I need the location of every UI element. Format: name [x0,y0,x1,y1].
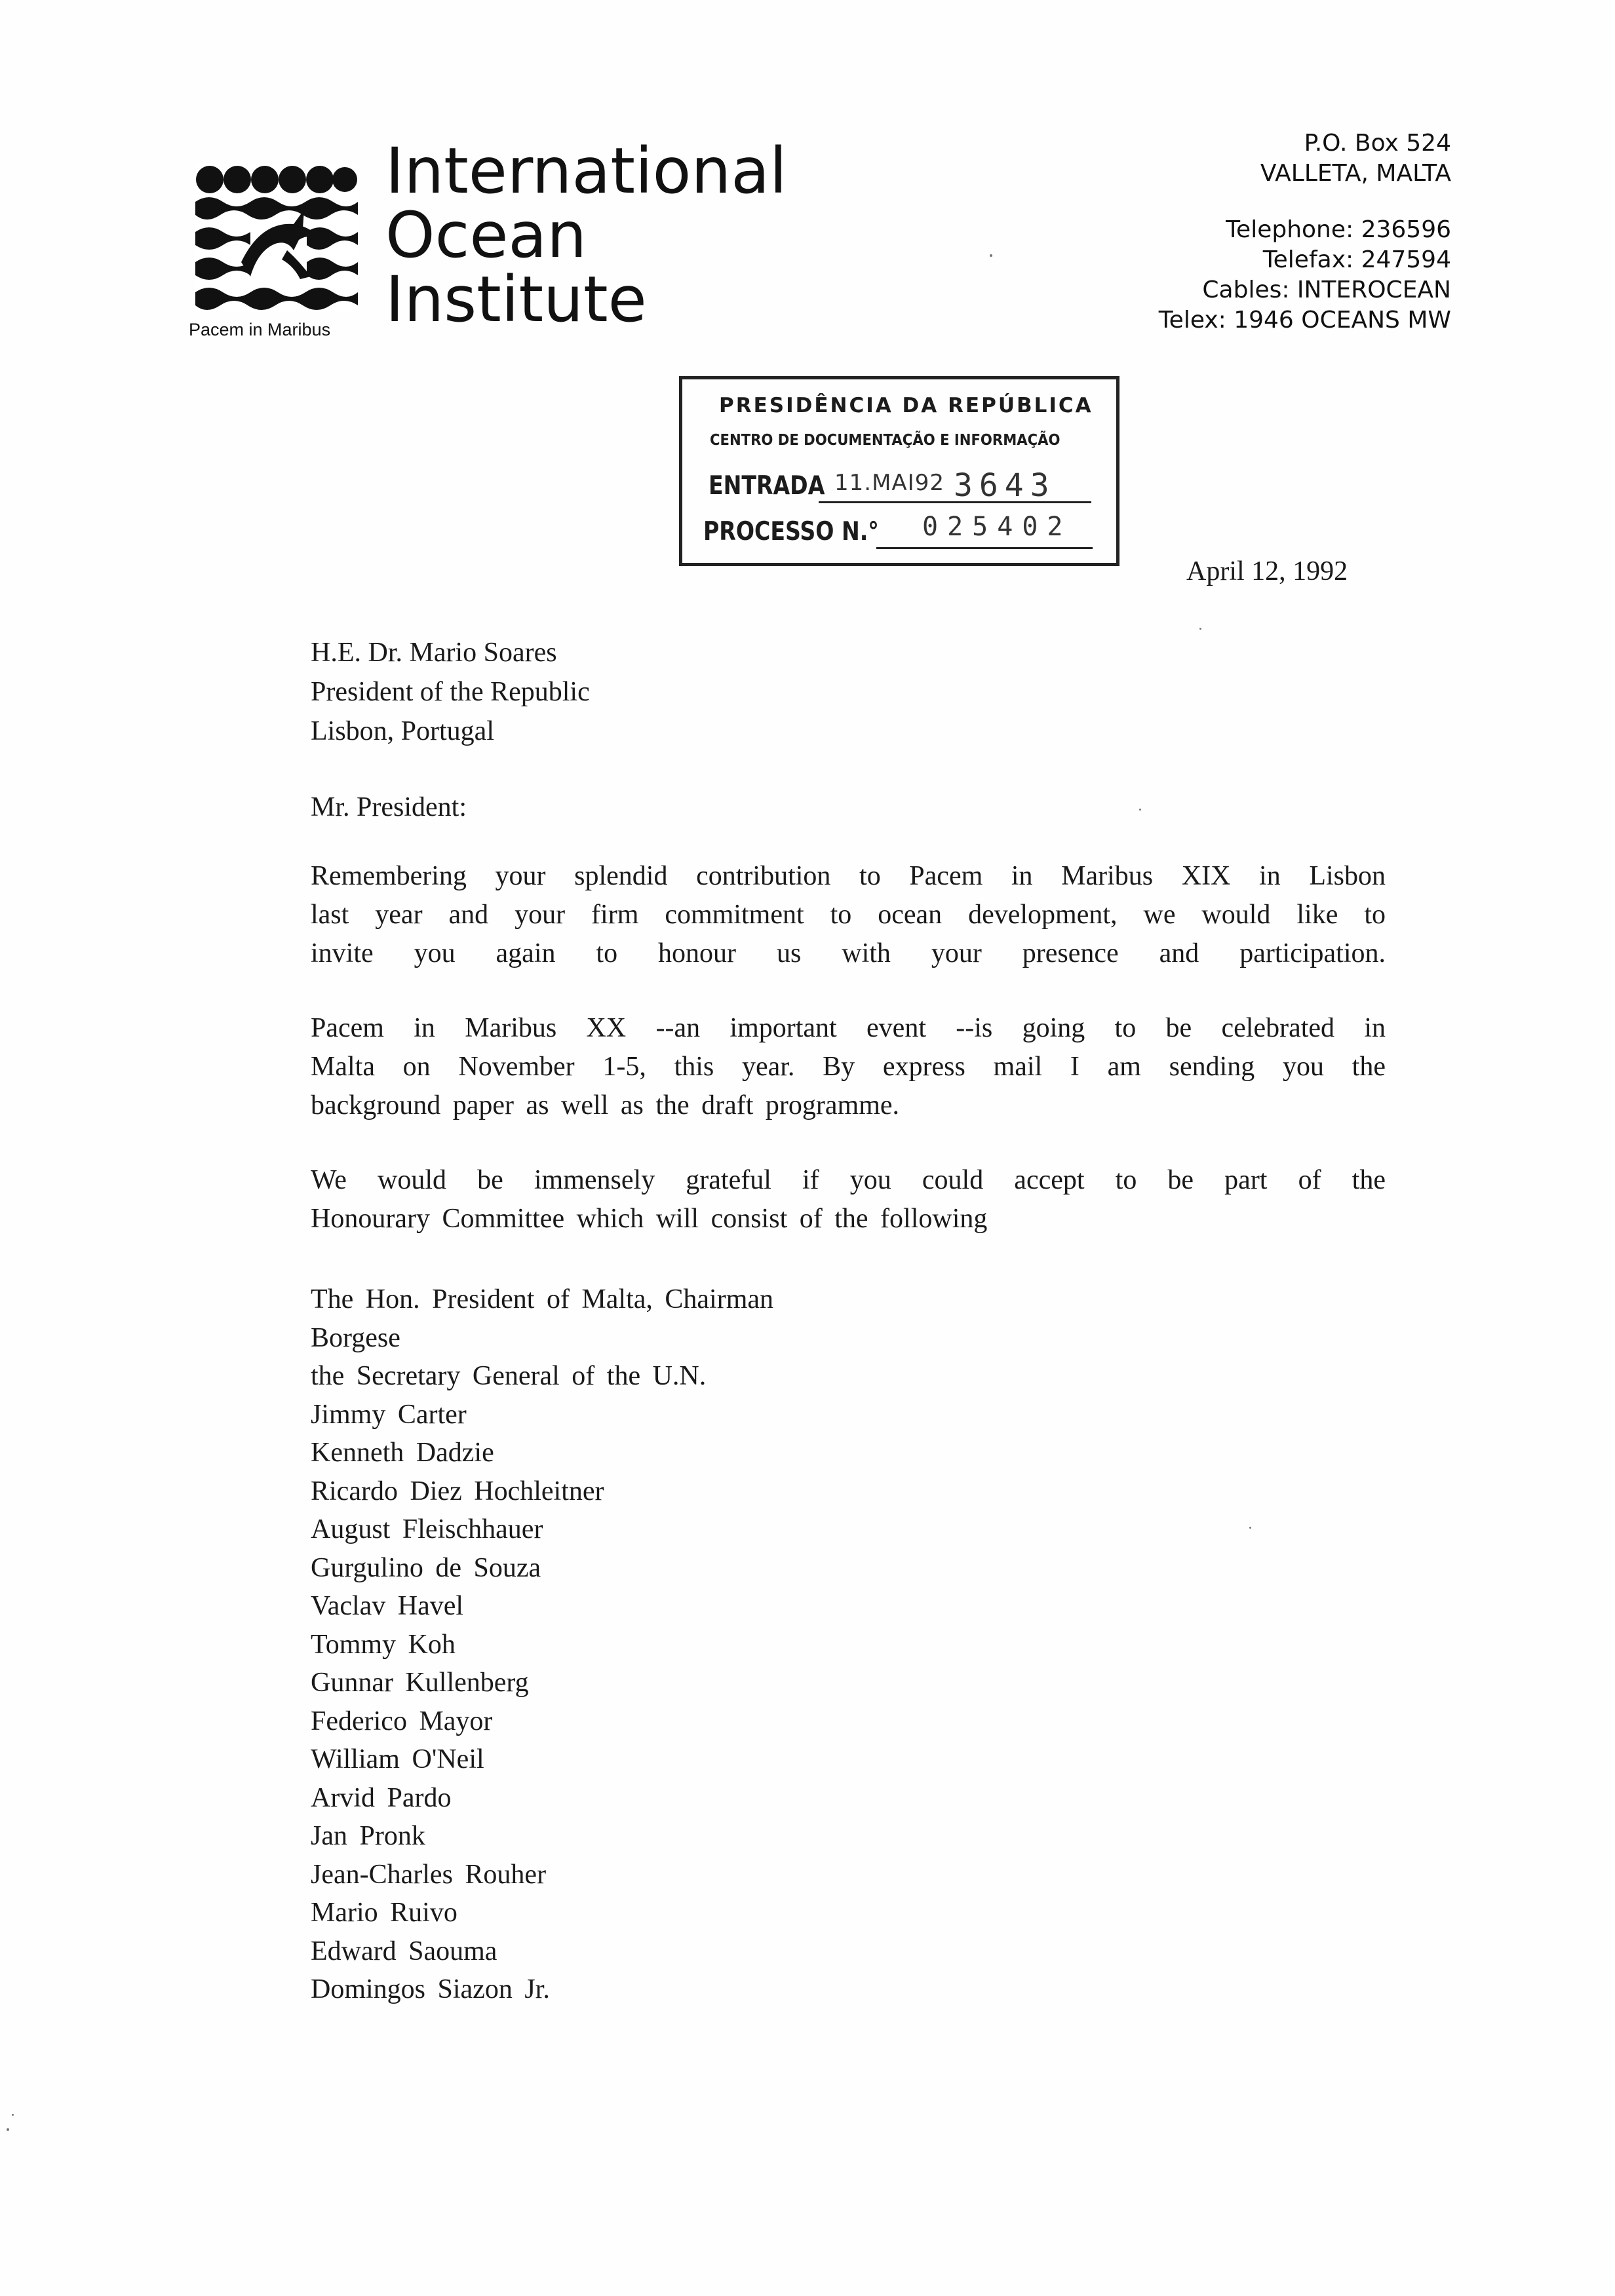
address-line: P.O. Box 524 [1304,130,1451,157]
committee-member: Federico Mayor [311,1706,493,1736]
committee-member: Gunnar Kullenberg [311,1668,529,1698]
paragraph-line: last year and your firm commitment to ocean development, we would like to [311,900,1386,930]
address-line: VALLETA, MALTA [1260,160,1451,187]
committee-member: Ricardo Diez Hochleitner [311,1476,604,1506]
stamp-processo-number: 025402 [922,512,1072,542]
stamp-subtitle: CENTRO DE DOCUMENTAÇÃO E INFORMAÇÃO [710,432,1060,449]
committee-member: Borgese [311,1322,400,1353]
committee-member: Kenneth Dadzie [311,1438,494,1468]
contact-line: Telephone: 236596 [1226,216,1451,243]
body-paragraph [311,1009,1386,1125]
committee-member: Jan Pronk [311,1821,425,1851]
committee-member: Domingos Siazon Jr. [311,1974,550,2004]
org-name-line: Ocean [385,199,587,272]
committee-member: Gurgulino de Souza [311,1552,541,1583]
paragraph-line: Malta on November 1-5, this year. By express mail I am sending you the [311,1052,1386,1082]
recipient-block [311,633,590,751]
committee-member: Jean-Charles Rouher [311,1859,547,1890]
paragraph-line: invite you again to honour us with your presence and participation. [311,938,1386,968]
committee-member: Tommy Koh [311,1629,456,1660]
letter-date: April 12, 1992 [1186,556,1348,586]
org-name-line: Institute [385,263,647,336]
paragraph-line: Honourary Committee which will consist of the following [311,1204,988,1234]
contact-line: Cables: INTEROCEAN [1202,277,1451,303]
paragraph-line: Remembering your splendid contribution to Pacem in Maribus XIX in Lisbon [311,861,1386,891]
stamp-entrada-number: 3643 [954,467,1056,504]
committee-member: William O'Neil [311,1744,484,1774]
recipient-line: H.E. Dr. Mario Soares [311,638,557,668]
committee-member: the Secretary General of the U.N. [311,1361,707,1391]
body-paragraph [311,857,1386,973]
logo-caption: Pacem in Maribus [189,320,331,339]
stamp-entrada-label: ENTRADA [709,471,825,501]
paragraph-line: Pacem in Maribus XX --an important event --is going to be celebrated in [311,1013,1386,1043]
body-paragraph [311,1161,1386,1238]
registration-stamp [679,376,1119,566]
contact-line: Telex: 1946 OCEANS MW [1158,307,1451,334]
recipient-line: President of the Republic [311,677,590,707]
paragraph-line: background paper as well as the draft programme. [311,1090,900,1120]
address-block [1159,128,1451,335]
committee-member: Edward Saouma [311,1936,497,1966]
committee-member: Jimmy Carter [311,1399,467,1430]
ioi-logo-icon [195,164,358,313]
stamp-entrada-date: 11.MAI92 [834,470,944,496]
stamp-title: PRESIDÊNCIA DA REPÚBLICA [719,394,1093,417]
recipient-line: Lisbon, Portugal [311,716,494,746]
committee-member: The Hon. President of Malta, Chairman [311,1284,774,1314]
contact-line: Telefax: 247594 [1262,246,1451,273]
org-name-line: International [385,134,787,208]
committee-list [311,1280,773,2009]
committee-member: August Fleischhauer [311,1514,543,1544]
committee-member: Vaclav Havel [311,1591,464,1621]
paragraph-line: We would be immensely grateful if you could accept to be part of the [311,1165,1386,1195]
committee-member: Mario Ruivo [311,1898,457,1928]
organization-name [385,134,787,336]
salutation: Mr. President: [311,792,467,822]
stamp-processo-label: PROCESSO N.° [703,517,879,546]
committee-member: Arvid Pardo [311,1782,452,1813]
